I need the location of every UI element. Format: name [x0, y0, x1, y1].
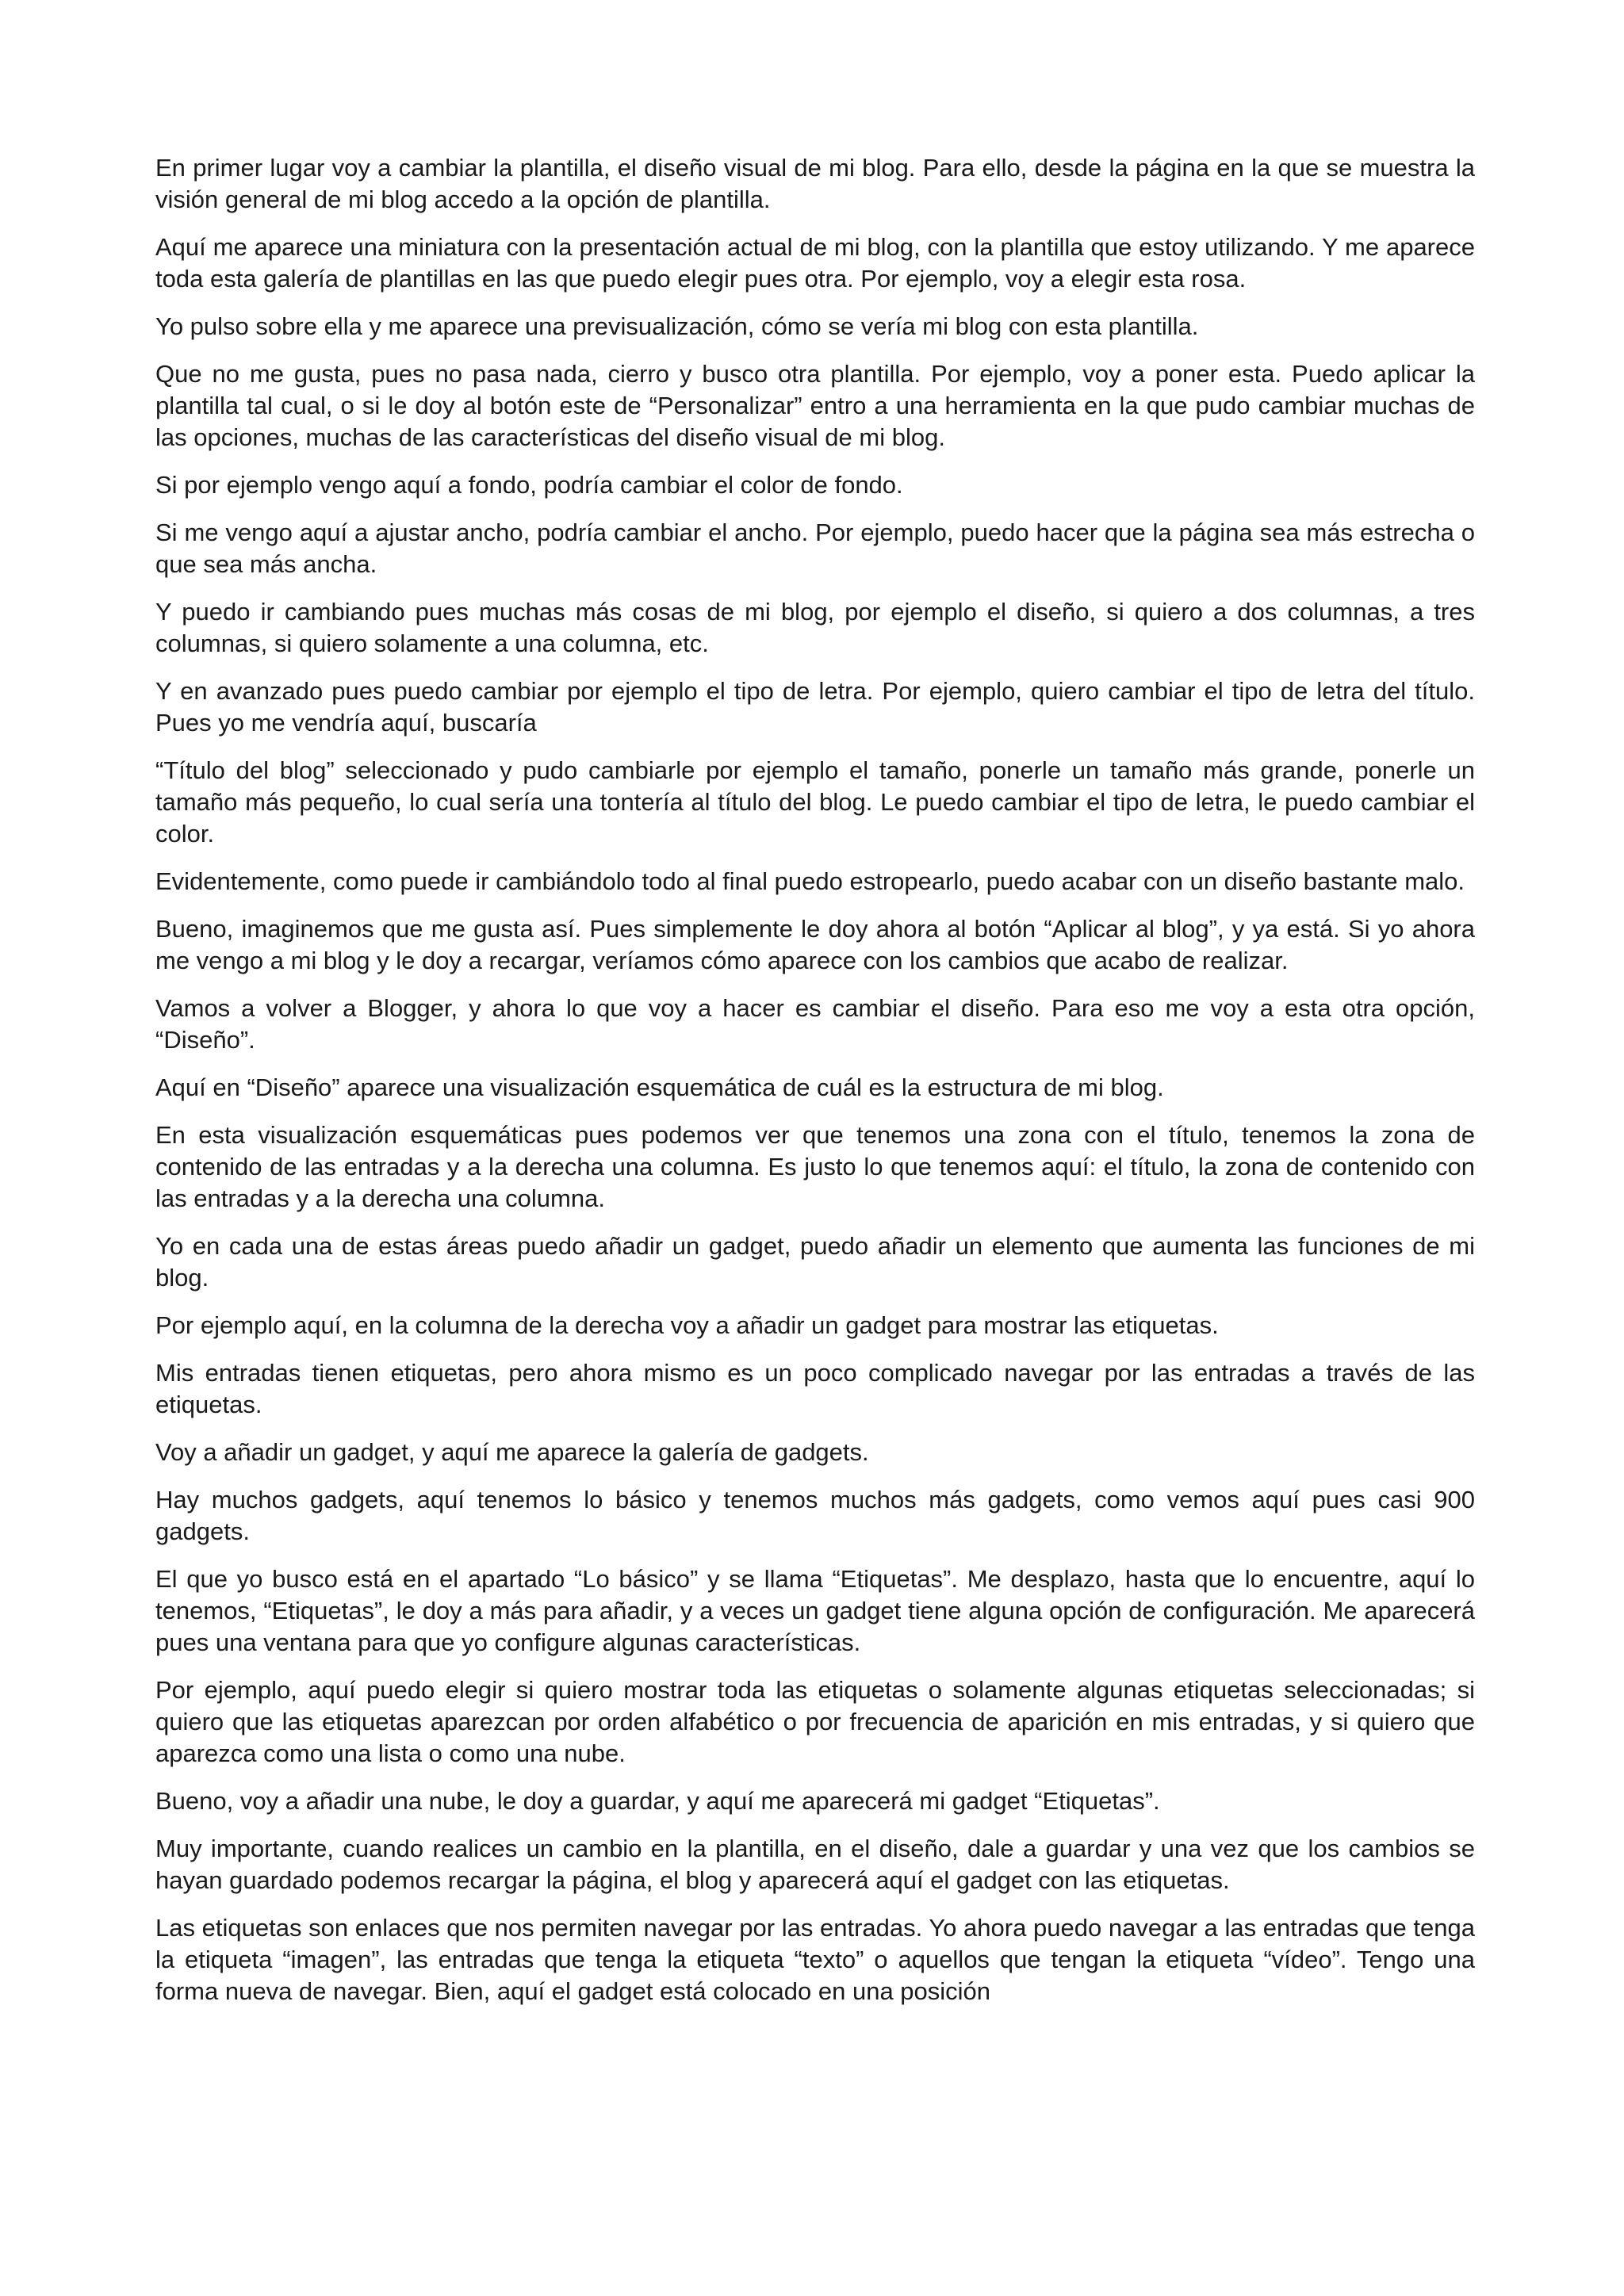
paragraph: Bueno, imaginemos que me gusta así. Pues simplemente le doy ahora al botón “Aplicar al blog”, y ya está. Si yo ahora me vengo a mi blog y le doy a recargar, veríamos cómo aparece con los cambios que acabo de realizar.: [155, 915, 1475, 974]
paragraph: Voy a añadir un gadget, y aquí me aparece la galería de gadgets.: [155, 1438, 869, 1466]
paragraph: Mis entradas tienen etiquetas, pero ahora mismo es un poco complicado navegar por las entradas a través de las etiquetas.: [155, 1359, 1475, 1418]
paragraph: Y puedo ir cambiando pues muchas más cosas de mi blog, por ejemplo el diseño, si quiero a dos columnas, a tres columnas, si quiero solamente a una columna, etc.: [155, 598, 1475, 657]
paragraph: Si por ejemplo vengo aquí a fondo, podría cambiar el color de fondo.: [155, 471, 903, 499]
paragraph: Yo pulso sobre ella y me aparece una previsualización, cómo se vería mi blog con esta plantilla.: [155, 312, 1199, 340]
paragraph: Evidentemente, como puede ir cambiándolo todo al final puedo estropearlo, puedo acabar con un diseño bastante malo.: [155, 867, 1465, 895]
paragraph: Aquí en “Diseño” aparece una visualización esquemática de cuál es la estructura de mi blog.: [155, 1073, 1164, 1101]
paragraph: Aquí me aparece una miniatura con la presentación actual de mi blog, con la plantilla que estoy utilizando. Y me aparece toda esta galería de plantillas en las que puedo elegir pues otra. Por ejemplo, voy a elegir esta rosa.: [155, 233, 1475, 293]
paragraph: Y en avanzado pues puedo cambiar por ejemplo el tipo de letra. Por ejemplo, quiero cambiar el tipo de letra del título. Pues yo me vendría aquí, buscaría: [155, 677, 1475, 737]
paragraph: El que yo busco está en el apartado “Lo básico” y se llama “Etiquetas”. Me desplazo, hasta que lo encuentre, aquí lo tenemos, “Etiquetas”, le doy a más para añadir, y a veces un gadget tiene alguna opción de configuración. Me aparecerá pues una ventana para que yo configure algunas características.: [155, 1565, 1475, 1656]
paragraph: En primer lugar voy a cambiar la plantilla, el diseño visual de mi blog. Para ello, desde la página en la que se muestra la visión general de mi blog accedo a la opción de plantilla.: [155, 154, 1475, 213]
paragraph: Que no me gusta, pues no pasa nada, cierro y busco otra plantilla. Por ejemplo, voy a poner esta. Puedo aplicar la plantilla tal cual, o si le doy al botón este de “Personalizar” entro a una herramienta en la que pudo cambiar muchas de las opciones, muchas de las características del diseño visual de mi blog.: [155, 360, 1475, 451]
paragraph: Hay muchos gadgets, aquí tenemos lo básico y tenemos muchos más gadgets, como vemos aquí pues casi 900 gadgets.: [155, 1486, 1475, 1545]
paragraph: “Título del blog” seleccionado y pudo cambiarle por ejemplo el tamaño, ponerle un tamaño más grande, ponerle un tamaño más pequeño, lo cual sería una tontería al título del blog. Le puedo cambiar el tipo de letra, le puedo cambiar el color.: [155, 756, 1475, 848]
document-page: [155, 152, 1475, 2007]
paragraph: Bueno, voy a añadir una nube, le doy a guardar, y aquí me aparecerá mi gadget “Etiquetas”.: [155, 1787, 1160, 1815]
paragraph: Vamos a volver a Blogger, y ahora lo que voy a hacer es cambiar el diseño. Para eso me voy a esta otra opción, “Diseño”.: [155, 994, 1475, 1054]
paragraph: Yo en cada una de estas áreas puedo añadir un gadget, puedo añadir un elemento que aumenta las funciones de mi blog.: [155, 1232, 1475, 1292]
paragraph: En esta visualización esquemáticas pues podemos ver que tenemos una zona con el título, tenemos la zona de contenido de las entradas y a la derecha una columna. Es justo lo que tenemos aquí: el título, la zona de contenido con las entradas y a la derecha una columna.: [155, 1121, 1475, 1212]
paragraph: Las etiquetas son enlaces que nos permiten navegar por las entradas. Yo ahora puedo navegar a las entradas que tenga la etiqueta “imagen”, las entradas que tenga la etiqueta “texto” o aquellos que tengan la etiqueta “vídeo”. Tengo una forma nueva de navegar. Bien, aquí el gadget está colocado en una posición: [155, 1914, 1475, 2005]
paragraph: Si me vengo aquí a ajustar ancho, podría cambiar el ancho. Por ejemplo, puedo hacer que la página sea más estrecha o que sea más ancha.: [155, 519, 1475, 578]
paragraph: Por ejemplo aquí, en la columna de la derecha voy a añadir un gadget para mostrar las etiquetas.: [155, 1311, 1219, 1339]
paragraph: Por ejemplo, aquí puedo elegir si quiero mostrar toda las etiquetas o solamente algunas etiquetas seleccionadas; si quiero que las etiquetas aparezcan por orden alfabético o por frecuencia de aparición en mis entradas, y si quiero que aparezca como una lista o como una nube.: [155, 1676, 1475, 1767]
paragraph: Muy importante, cuando realices un cambio en la plantilla, en el diseño, dale a guardar y una vez que los cambios se hayan guardado podemos recargar la página, el blog y aparecerá aquí el gadget con las etiquetas.: [155, 1835, 1475, 1894]
